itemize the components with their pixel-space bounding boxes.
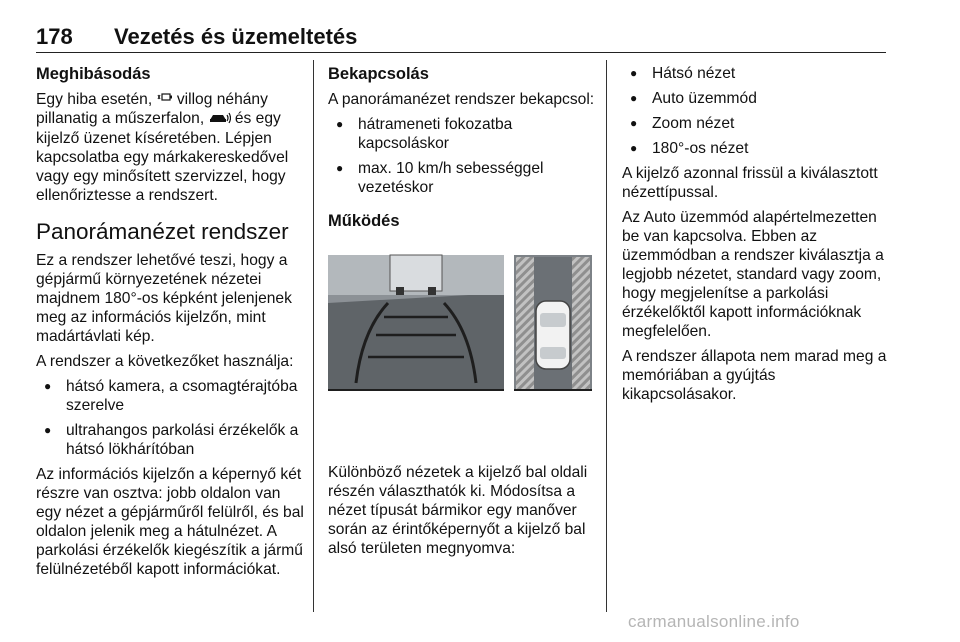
heading-bekapcsolas: Bekapcsolás: [328, 65, 429, 83]
column-divider: [606, 60, 607, 612]
list-item: ● max. 10 km/h sebességgel vezetéskor: [328, 159, 596, 197]
top-view-panel: [514, 255, 592, 391]
paragraph-refresh: A kijelző azonnal frissül a kiválasztott nézettípussal.: [622, 165, 878, 201]
heading-mukodes: Működés: [328, 212, 400, 230]
rear-view-panel: [328, 255, 504, 391]
paragraph-screen: Az információs kijelzőn a képernyő két részre van osztva: jobb oldalon van egy nézet a gépjárműről felülről, és bal oldalon jelenik meg a hátulnézet. A parkolási érzékelők kiegészítik a jármű felülnézetéből kapott információkat.: [36, 465, 304, 578]
list-item: ● Hátsó nézet: [622, 64, 890, 83]
column-left: [36, 64, 304, 585]
watermark: carmanualsonline.info: [628, 612, 800, 631]
uses-list: [36, 377, 304, 459]
paragraph-meghibasodas: Egy hiba esetén, villog néhány pillanatig a műszerfalon, és egy kijelző üzenet kíséretében. Lépjen kapcsolatba egy márkakereskedővel vagy egy minősített szervizzel, hogy ellenőriztesse a rendszert.: [36, 91, 289, 204]
paragraph-uses-intro: A rendszer a következőket használja:: [36, 352, 294, 370]
list-item: ● ultrahangos parkolási érzékelők a hátsó lökhárítóban: [36, 421, 304, 459]
list-item: ● hátrameneti fokozatba kapcsoláskor: [328, 115, 596, 153]
panorama-display-figure: [328, 251, 592, 411]
column-right: [622, 64, 890, 410]
column-middle: [328, 64, 596, 564]
view-types-list: [622, 64, 890, 158]
page-header: [36, 24, 886, 53]
list-item: ● Auto üzemmód: [622, 89, 890, 108]
chapter-title: Vezetés és üzemeltetés: [114, 24, 358, 49]
paragraph-memory: A rendszer állapota nem marad meg a memóriában a gyújtás kikapcsolásakor.: [622, 348, 887, 403]
list-item: ● 180°-os nézet: [622, 139, 890, 158]
paragraph-bekapcsolas-intro: A panorámanézet rendszer bekapcsol:: [328, 91, 595, 108]
paragraph-panorama-intro: Ez a rendszer lehetővé teszi, hogy a gépjármű környezetének nézetei majdnem 180°-os képként jelenjenek meg az információs kijelzőn, mint madártávlati kép.: [36, 251, 292, 345]
parking-assist-icon: [209, 110, 231, 129]
bekapcsolas-list: [328, 115, 596, 197]
paragraph-auto-mode: Az Auto üzemmód alapértelmezetten be van kapcsolva. Ebben az üzemmódban a rendszer kiválasztja a legjobb nézetet, standard vagy zoom, hogy megjelenítse a parkolási érzékelőktől kapott információknak megfelelően.: [622, 209, 884, 340]
panorama-display-illustration: [328, 251, 592, 411]
list-item: ● Zoom nézet: [622, 114, 890, 133]
list-item: ● hátsó kamera, a csomagtérajtóba szerelve: [36, 377, 304, 415]
paragraph-mukodes: Különböző nézetek a kijelző bal oldali részén választhatók ki. Módosítsa a nézet típusát bármikor egy manőver során az érintőképernyőt a kijelző bal alsó területen megnyomva:: [328, 464, 588, 557]
heading-panorama: Panorámanézet rendszer: [36, 218, 289, 244]
page-number: 178: [36, 24, 73, 49]
heading-meghibasodas: Meghibásodás: [36, 65, 151, 83]
camera-warning-icon: [157, 90, 173, 109]
column-divider: [313, 60, 314, 612]
